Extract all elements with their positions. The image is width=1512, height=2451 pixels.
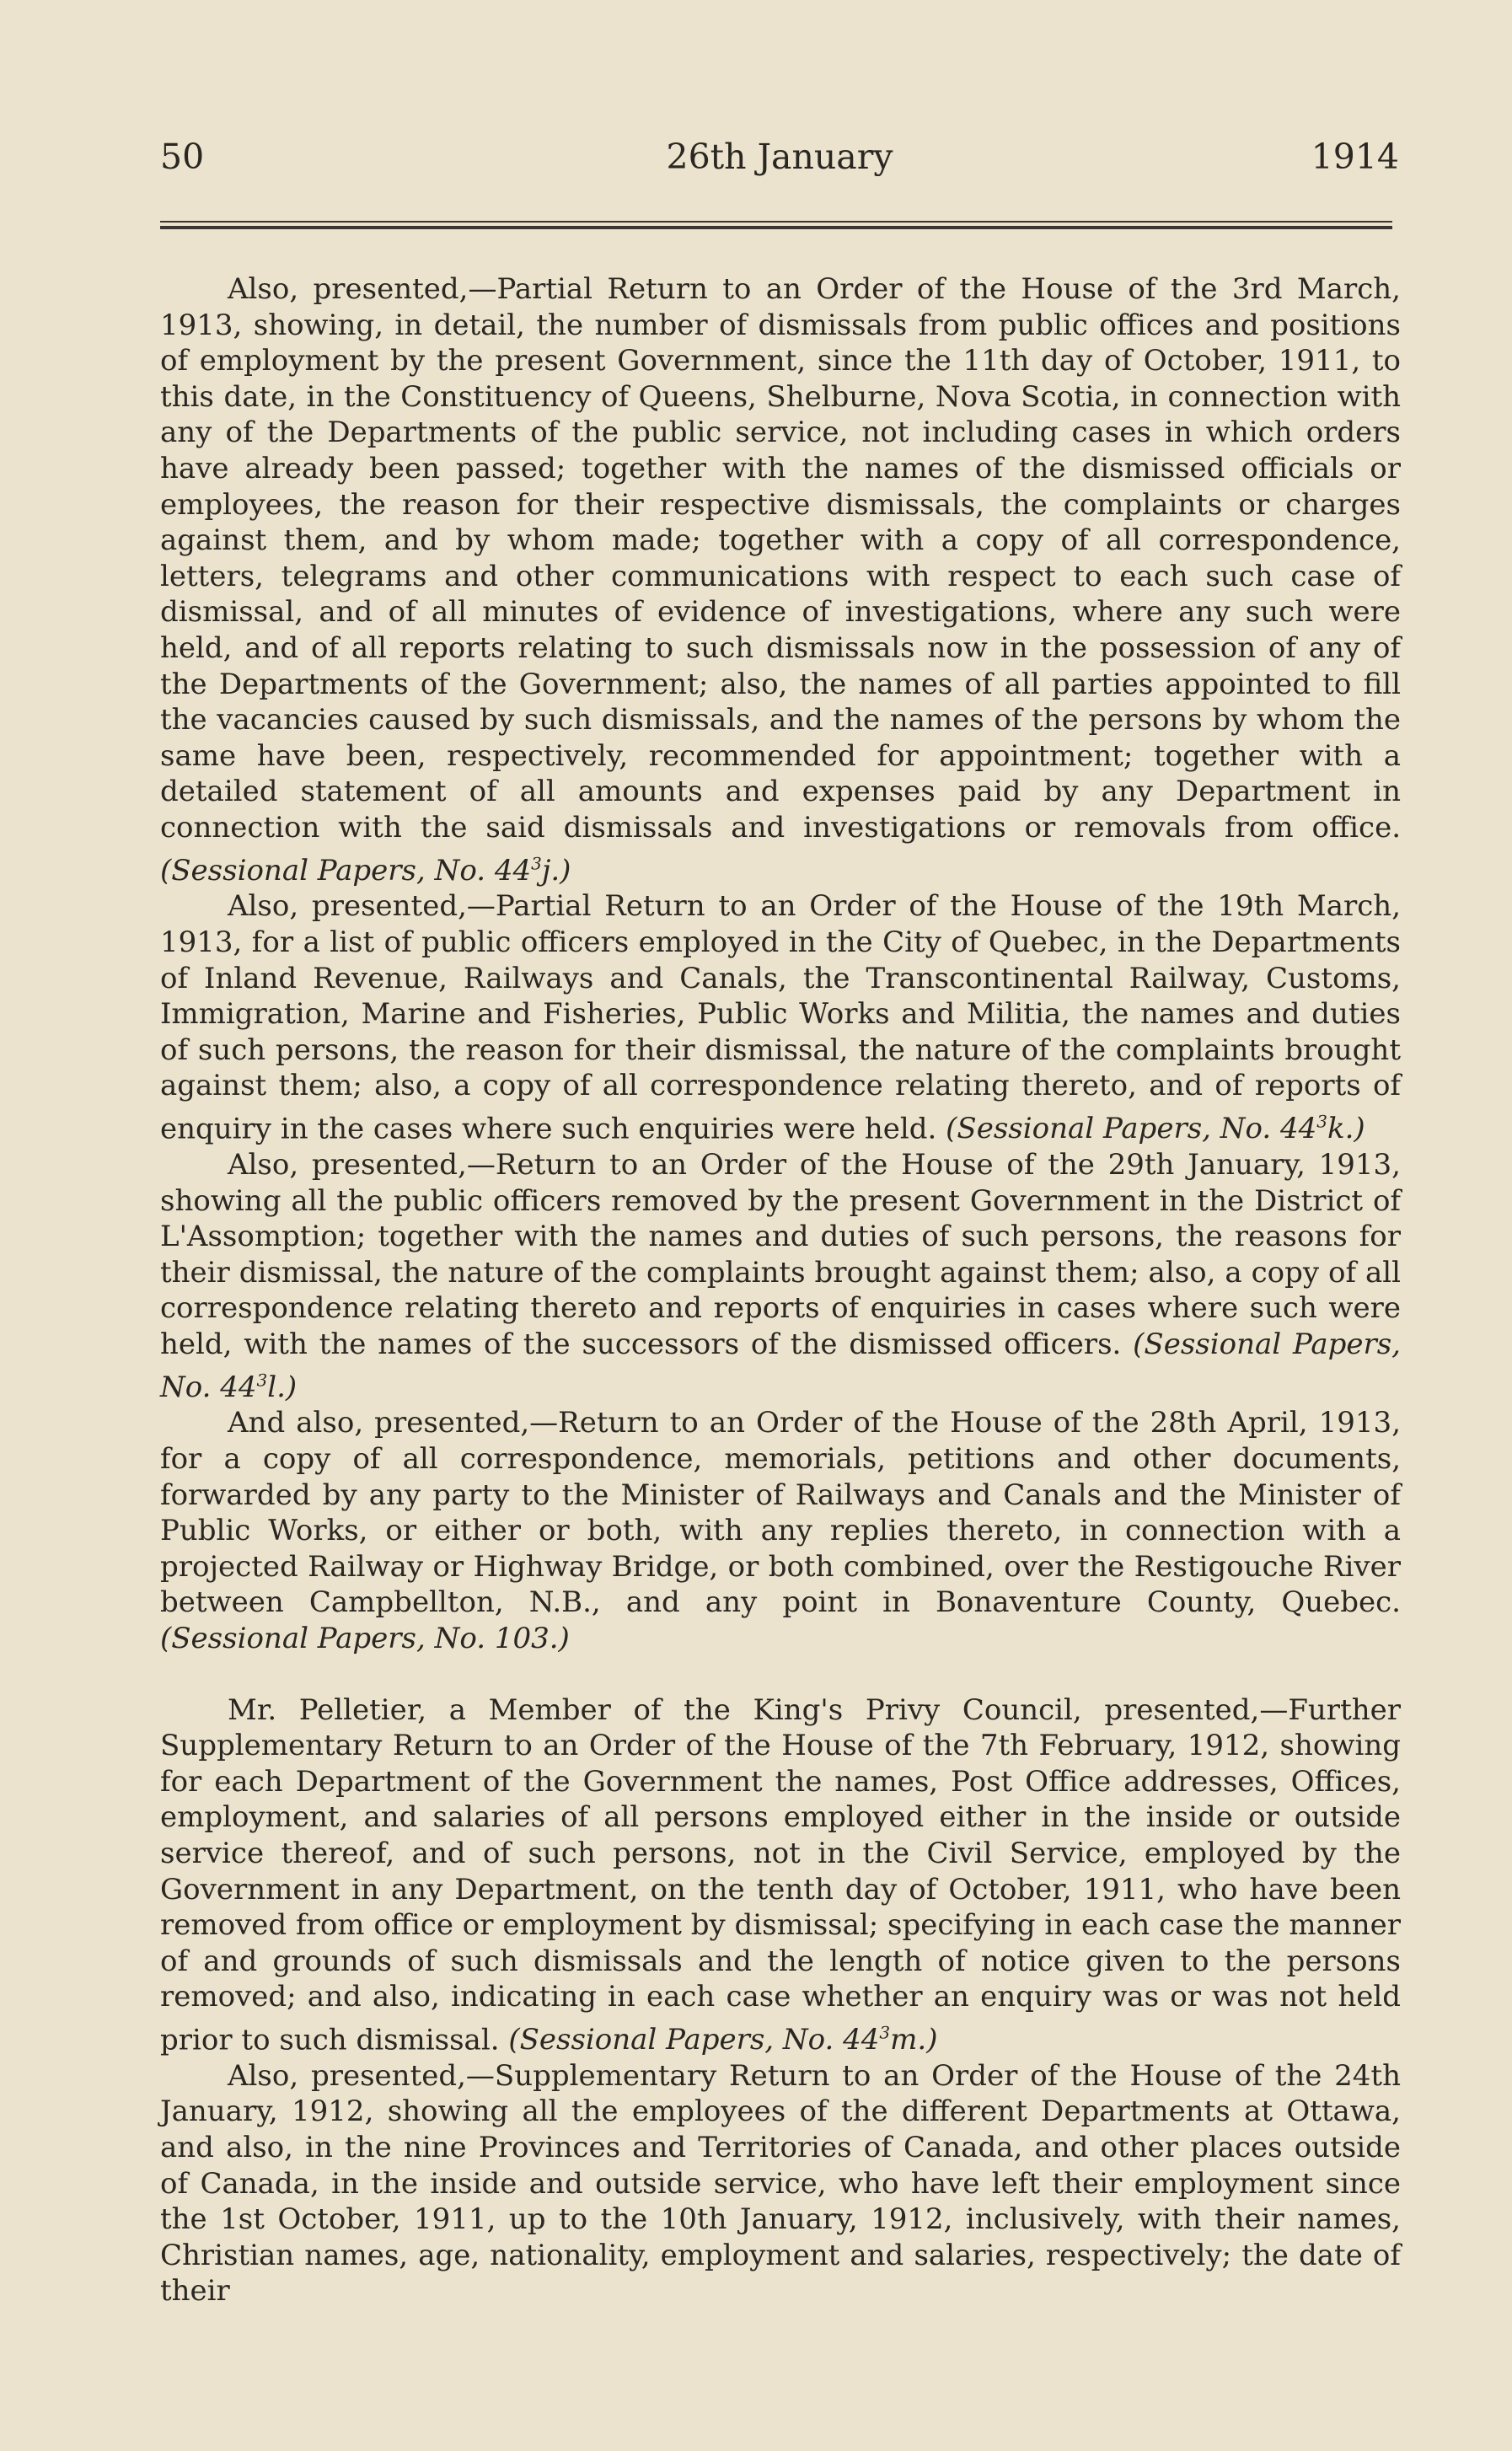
reference-prefix: (Sessional Papers, No. 44 xyxy=(160,853,532,888)
reference-suffix: k.) xyxy=(1327,1112,1365,1146)
rule-thin-line xyxy=(160,221,1392,223)
header-date: 26th January xyxy=(666,137,893,177)
document-body xyxy=(160,271,1401,2309)
reference-superscript: 3 xyxy=(879,2022,891,2043)
paragraph xyxy=(160,271,1401,888)
section-gap xyxy=(160,1657,1401,1692)
paragraph-text: Also, presented,—Partial Return to an Order of the House of the 3rd March, 1913, showing, in detail, the number of dismissals from public offices and positions of employment by the present Government, since the 11th day of October, 1911, to this date, in the Constituency of Queens, Shelburne, Nova Scotia, in connection with any of the Departments of the public service, not including cases in which orders have already been passed; together with the names of the dismissed officials or employees, the reason for their respective dismissals, the complaints or charges against them, and by whom made; together with a copy of all correspondence, letters, telegrams and other communications with respect to each such case of dismissal, and of all minutes of evidence of investigations, where any such were held, and of all reports relating to such dismissals now in the possession of any of the Departments of the Government; also, the names of all parties appointed to fill the vacancies caused by such dismissals, and the names of the persons by whom the same have been, respectively, recommended for appointment; together with a detailed statement of all amounts and expenses paid by any Department in connection with the said dismissals and investigations or removals from office. xyxy=(160,272,1401,845)
reference-prefix: (Sessional Papers, No. 44 xyxy=(160,1327,1401,1404)
reference-superscript: 3 xyxy=(256,1370,268,1391)
paragraph-text: Also, presented,—Return to an Order of the House of the 29th January, 1913, showing all the public officers removed by the present Government in the District of L'Assomption; together with the names and duties of such persons, the reasons for their dismissal, the nature of the complaints brought against them; also, a copy of all correspondence relating thereto and reports of enquiries in cases where such were held, with the names of the successors of the dismissed officers. xyxy=(160,1147,1401,1361)
header-year: 1914 xyxy=(1311,137,1399,177)
sessional-paper-reference xyxy=(160,1622,570,1655)
sessional-paper-reference xyxy=(160,854,571,888)
reference-superscript: 3 xyxy=(531,853,542,874)
reference-prefix: (Sessional Papers, No. 44 xyxy=(946,1112,1317,1146)
paragraph-text: Also, presented,—Supplementary Return to an Order of the House of the 24th January, 1912, showing all the employees of the different Departments at Ottawa, and also, in the nine Provinces and Territories of Canada, and other places outside of Canada, in the inside and outside service, who have left their employment since the 1st October, 1911, up to the 10th January, 1912, inclusively, with their names, Christian names, age, nationality, employment and salaries, respectively; the date of their xyxy=(160,2058,1401,2309)
paragraph xyxy=(160,1405,1401,1656)
reference-suffix: j.) xyxy=(541,853,571,888)
paragraph-text: Mr. Pelletier, a Member of the King's Privy Council, presented,—Further Supplementary Return to an Order of the House of the 7th February, 1912, showing for each Department of the Government the names, Post Office addresses, Offices, employment, and salaries of all persons employed either in the inside or outside service thereof, and of such persons, not in the Civil Service, employed by the Government in any Department, on the tenth day of October, 1911, who have been removed from office or employment by dismissal; specifying in each case the manner of and grounds of such dismissals and the length of notice given to the persons removed; and also, indicating in each case whether an enquiry was or was not held prior to such dismissal. xyxy=(160,1692,1401,2057)
sessional-paper-reference xyxy=(946,1112,1365,1145)
page-header xyxy=(160,137,1399,187)
sessional-paper-reference xyxy=(508,2023,937,2057)
paragraph xyxy=(160,1147,1401,1405)
reference-suffix: l.) xyxy=(267,1370,298,1404)
reference-prefix: (Sessional Papers, No. 103.) xyxy=(160,1621,570,1655)
paragraph xyxy=(160,1692,1401,2058)
paragraph xyxy=(160,2058,1401,2309)
paragraph xyxy=(160,888,1401,1146)
rule-thick-line xyxy=(160,226,1392,229)
page-number: 50 xyxy=(160,137,205,177)
header-double-rule xyxy=(160,221,1392,234)
reference-prefix: (Sessional Papers, No. 44 xyxy=(508,2023,880,2057)
paragraph-text: And also, presented,—Return to an Order of the House of the 28th April, 1913, for a copy of all correspondence, memorials, petitions and other documents, forwarded by any party to the Minister of Railways and Canals and the Minister of Public Works, or either or both, with any replies thereto, in connection with a projected Railway or Highway Bridge, or both combined, over the Restigouche River between Campbellton, N.B., and any point in Bonaventure County, Quebec. xyxy=(160,1406,1401,1620)
reference-superscript: 3 xyxy=(1316,1111,1327,1132)
paragraph-text: Also, presented,—Partial Return to an Order of the House of the 19th March, 1913, for a list of public officers employed in the City of Quebec, in the Departments of Inland Revenue, Railways and Canals, the Transcontinental Railway, Customs, Immigration, Marine and Fisheries, Public Works and Militia, the names and duties of such persons, the reason for their dismissal, the nature of the complaints brought against them; also, a copy of all correspondence relating thereto, and of reports of enquiry in the cases where such enquiries were held. xyxy=(160,889,1401,1146)
reference-suffix: m.) xyxy=(890,2023,938,2057)
